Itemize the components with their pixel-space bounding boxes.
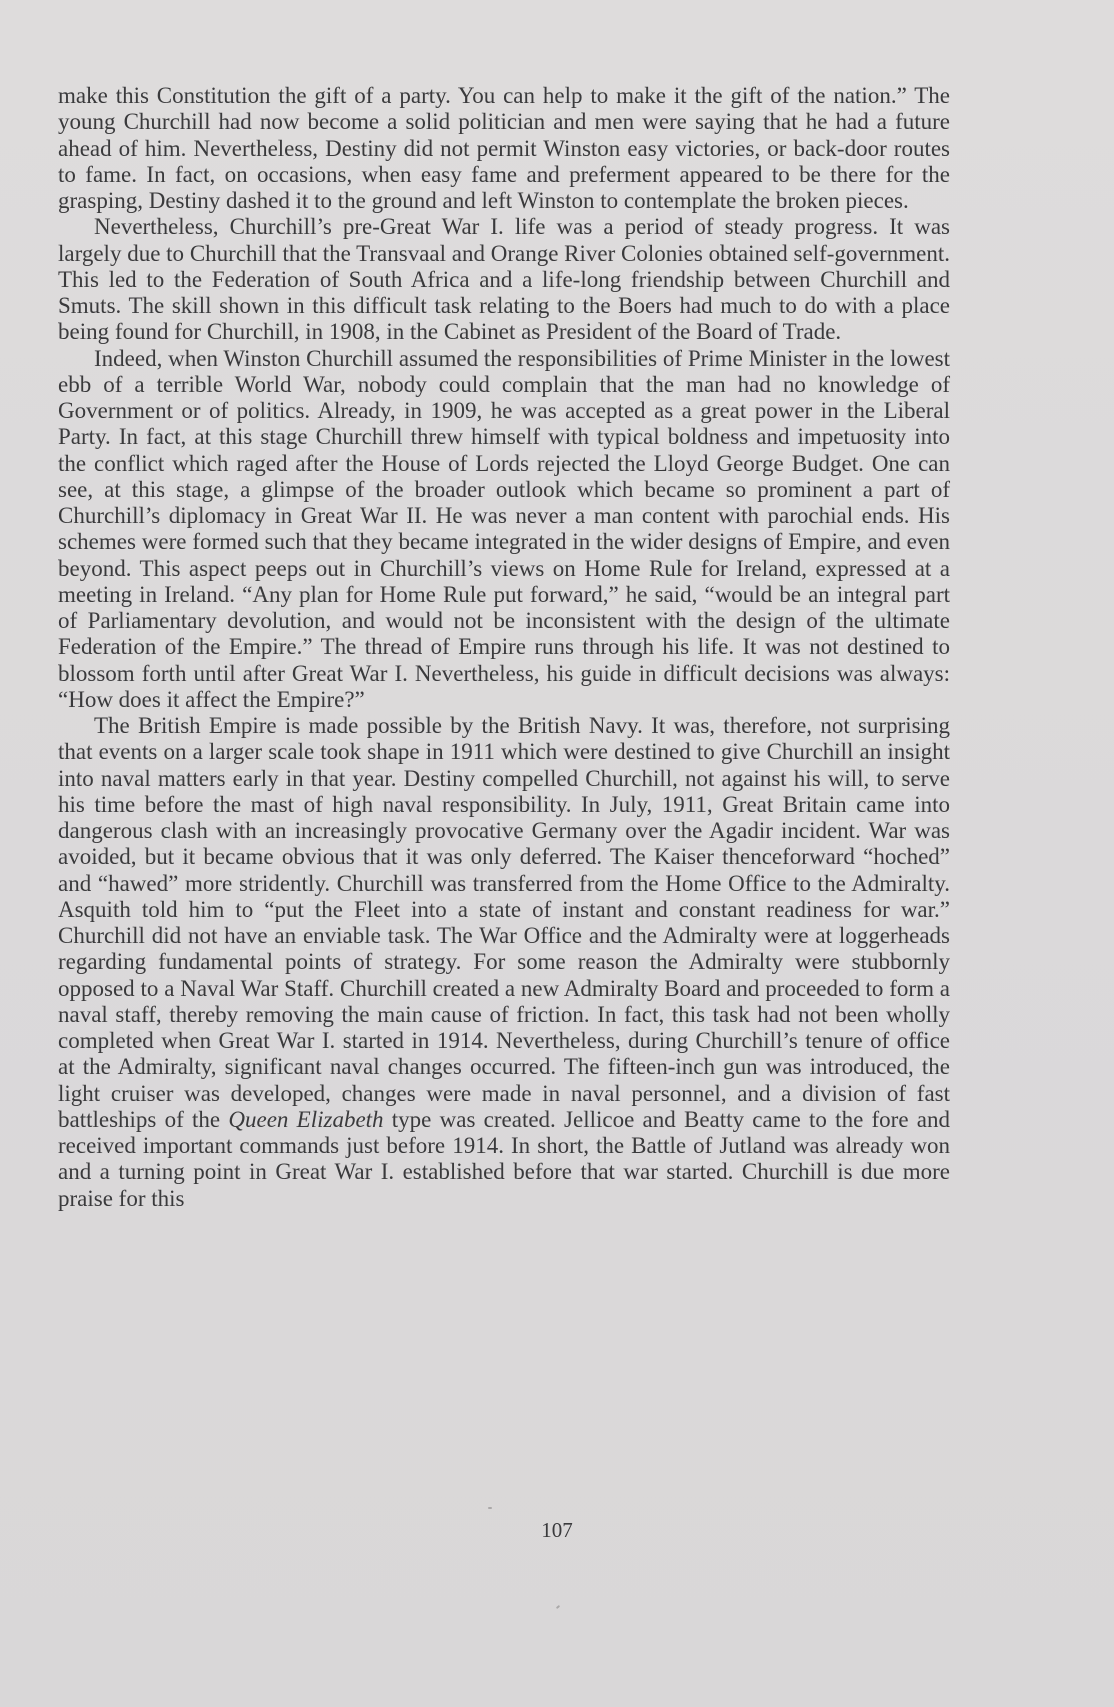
ship-class-name: Queen Elizabeth (228, 1106, 384, 1132)
paragraph-1: make this Constitution the gift of a party. You can help to make it the gift of the nation.” The young Churchill had now become a solid politician and men were saying that he had a future ahead of him. Nevertheless, Destiny did not permit Winston easy victories, or back-door routes to fame. In fact, on occasions, when easy fame and preferment appeared to be there for the grasping, Destiny dashed it to the ground and left Winston to contemplate the broken pieces. (58, 83, 950, 213)
paragraph-3: Indeed, when Winston Churchill assumed the responsibilities of Prime Minister in the lowest ebb of a terrible World War, nobody could complain that the man had no knowledge of Government or of politics. Already, in 1909, he was accepted as a great power in the Liberal Party. In fact, at this stage Churchill threw himself with typical boldness and impetuosity into the conflict which raged after the House of Lords rejected the Lloyd George Budget. One can see, at this stage, a glimpse of the broader outlook which became so prominent a part of Churchill’s diplomacy in Great War II. He was never a man content with parochial ends. His schemes were formed such that they became integrated in the wider designs of Empire, and even beyond. This aspect peeps out in Churchill’s views on Home Rule for Ireland, expressed at a meeting in Ireland. “Any plan for Home Rule put forward,” he said, “would be an integral part of Parliamentary devolution, and would not be inconsistent with the design of the ultimate Federation of the Empire.” The thread of Empire runs through his life. It was not destined to blossom forth until after Great War I. Nevertheless, his guide in difficult decisions was always: “How does it affect the Empire?” (58, 345, 950, 712)
page-number: 107 (541, 1518, 573, 1542)
paragraph-4-text-b: type was created. Jellicoe and Beatty came to the fore and received important commands just before 1914. In short, the Battle of Jutland was already won and a turning point in Great War I. established before that war started. Churchill is due more praise for this (58, 1106, 951, 1211)
paragraph-4 (58, 713, 950, 1212)
body-text (58, 83, 950, 1212)
paper-speck (556, 1605, 560, 1609)
paragraph-2: Nevertheless, Churchill’s pre-Great War I. life was a period of steady progress. It was largely due to Churchill that the Transvaal and Orange River Colonies obtained self-government. This led to the Federation of South Africa and a life-long friendship between Churchill and Smuts. The skill shown in this difficult task relating to the Boers had much to do with a place being found for Churchill, in 1908, in the Cabinet as President of the Board of Trade. (58, 214, 950, 345)
paper-speck (488, 1507, 492, 1509)
paragraph-4-text-a: The British Empire is made possible by the British Navy. It was, therefore, not surprising that events on a larger scale took shape in 1911 which were destined to give Churchill an insight into naval matters early in that year. Destiny compelled Churchill, not against his will, to serve his time before the mast of high naval responsibility. In July, 1911, Great Britain came into dangerous clash with an increasingly provocative Germany over the Agadir incident. War was avoided, but it became obvious that it was only deferred. The Kaiser thenceforward “hoched” and “hawed” more stridently. Churchill was transferred from the Home Office to the Admiralty. Asquith told him to “put the Fleet into a state of instant and constant readiness for war.” Churchill did not have an enviable task. The War Office and the Admiralty were at loggerheads regarding fundamental points of strategy. For some reason the Admiralty were stubbornly opposed to a Naval War Staff. Churchill created a new Admiralty Board and proceeded to form a naval staff, thereby removing the main cause of friction. In fact, this task had not been wholly completed when Great War I. started in 1914. Nevertheless, during Churchill’s tenure of office at the Admiralty, significant naval changes occurred. The fifteen-inch gun was introduced, the light cruiser was developed, changes were made in naval personnel, and a division of fast battleships of the (58, 713, 950, 1132)
